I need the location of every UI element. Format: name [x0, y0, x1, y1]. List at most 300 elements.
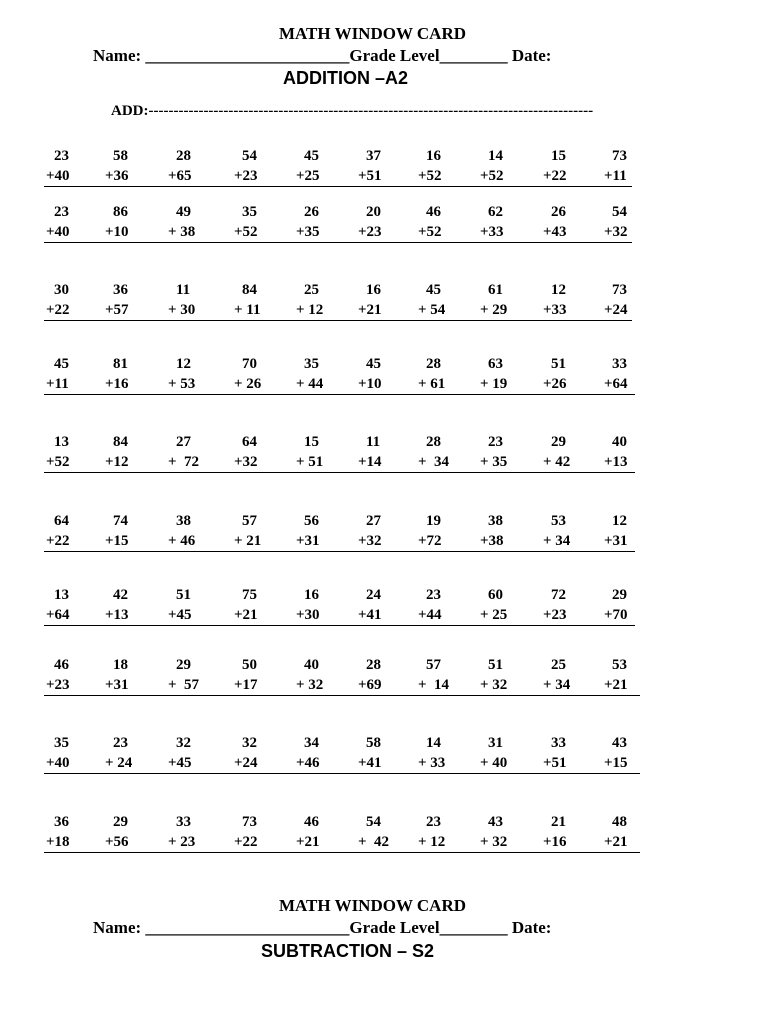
addend-top: 27	[366, 513, 381, 529]
addition-problem	[234, 432, 258, 472]
addend-bottom: +15	[105, 533, 129, 549]
addend-top: 42	[113, 587, 128, 603]
addend-bottom: +52	[418, 168, 442, 184]
addition-problem	[543, 655, 570, 695]
addition-problem	[480, 585, 507, 625]
addend-top: 12	[612, 513, 627, 529]
addend-bottom: + 14	[418, 677, 450, 693]
addend-top: 72	[551, 587, 566, 603]
addend-top: 12	[176, 356, 191, 372]
addition-problem	[418, 585, 442, 625]
addend-bottom: + 35	[480, 454, 508, 470]
addend-bottom: +52	[480, 168, 504, 184]
addend-bottom: + 46	[168, 533, 196, 549]
addend-bottom: +70	[604, 607, 628, 623]
addend-bottom: +25	[296, 168, 320, 184]
addend-top: 23	[426, 814, 441, 830]
addend-bottom: +33	[543, 302, 567, 318]
name-grade-date-line: Name: ________________________Grade Level________ Date:	[93, 46, 552, 65]
addend-bottom: + 57	[168, 677, 200, 693]
addend-bottom: +51	[358, 168, 382, 184]
addition-problem	[480, 202, 504, 242]
addend-bottom: + 21	[234, 533, 262, 549]
addend-top: 16	[366, 282, 381, 298]
addition-problem	[168, 202, 195, 242]
addend-top: 74	[113, 513, 128, 529]
addend-bottom: +10	[358, 376, 382, 392]
addition-problem	[168, 432, 199, 472]
addition-problem	[418, 812, 445, 852]
addend-bottom: +14	[358, 454, 382, 470]
addition-problem	[105, 280, 129, 320]
addend-bottom: +31	[296, 533, 320, 549]
addend-top: 20	[366, 204, 381, 220]
addition-problem	[358, 511, 382, 551]
addend-bottom: +31	[105, 677, 129, 693]
addition-problem	[46, 354, 69, 394]
addend-top: 29	[612, 587, 627, 603]
addition-problem	[604, 280, 628, 320]
addition-problem	[168, 511, 195, 551]
addend-bottom: + 51	[296, 454, 324, 470]
addend-top: 23	[488, 434, 503, 450]
addend-top: 23	[426, 587, 441, 603]
answer-line	[44, 625, 635, 626]
addend-top: 73	[242, 814, 257, 830]
addend-bottom: +65	[168, 168, 192, 184]
addend-bottom: + 34	[543, 533, 571, 549]
addition-problem	[46, 432, 70, 472]
addend-bottom: + 42	[543, 454, 571, 470]
addition-problem	[604, 146, 627, 186]
addition-problem	[543, 812, 567, 852]
addend-bottom: +13	[604, 454, 628, 470]
card-subtitle: SUBTRACTION – S2	[261, 941, 435, 961]
addend-bottom: +18	[46, 834, 70, 850]
addend-top: 13	[54, 434, 69, 450]
addition-problem	[543, 432, 570, 472]
addition-problem	[296, 585, 320, 625]
card-subtitle: ADDITION –A2	[283, 68, 409, 88]
name-grade-date-line: Name: ________________________Grade Level________ Date:	[93, 918, 552, 937]
addition-problem	[418, 432, 449, 472]
addend-bottom: +17	[234, 677, 258, 693]
addend-top: 64	[54, 513, 69, 529]
addition-problem	[46, 812, 70, 852]
addend-bottom: +32	[604, 224, 628, 240]
addend-bottom: +11	[46, 376, 69, 392]
addend-top: 50	[242, 657, 257, 673]
addend-top: 24	[366, 587, 381, 603]
addend-top: 23	[54, 148, 69, 164]
addition-problem	[480, 146, 504, 186]
addition-problem	[105, 146, 129, 186]
addend-bottom: +16	[105, 376, 129, 392]
addition-problem	[480, 733, 507, 773]
addend-bottom: + 24	[105, 755, 133, 771]
addend-top: 51	[176, 587, 191, 603]
addition-problem	[358, 202, 382, 242]
addend-bottom: + 42	[358, 834, 390, 850]
addend-top: 84	[113, 434, 128, 450]
addend-bottom: +22	[234, 834, 258, 850]
addend-bottom: + 11	[234, 302, 261, 318]
addend-bottom: + 23	[168, 834, 196, 850]
addend-bottom: +10	[105, 224, 129, 240]
addition-problem	[296, 511, 320, 551]
addend-bottom: +40	[46, 755, 70, 771]
addition-problem	[46, 202, 70, 242]
addition-problem	[418, 655, 449, 695]
addition-problem	[46, 280, 70, 320]
addend-bottom: +15	[604, 755, 628, 771]
addition-problem	[604, 585, 628, 625]
addend-top: 84	[242, 282, 257, 298]
addition-problem	[105, 354, 129, 394]
addend-bottom: +11	[604, 168, 627, 184]
addition-problem	[543, 585, 567, 625]
addend-bottom: + 32	[296, 677, 324, 693]
addition-problem	[358, 280, 382, 320]
addition-problem	[480, 354, 507, 394]
addend-top: 53	[551, 513, 566, 529]
addend-top: 35	[54, 735, 69, 751]
addend-top: 58	[113, 148, 128, 164]
addition-problem	[358, 432, 382, 472]
addition-problem	[46, 733, 70, 773]
addend-bottom: +23	[234, 168, 258, 184]
addend-top: 18	[113, 657, 128, 673]
addend-bottom: +36	[105, 168, 129, 184]
answer-line	[44, 852, 640, 853]
addend-top: 33	[551, 735, 566, 751]
addition-problem	[234, 511, 261, 551]
addend-top: 15	[551, 148, 566, 164]
addend-bottom: +64	[604, 376, 628, 392]
addend-top: 57	[426, 657, 441, 673]
addend-bottom: +64	[46, 607, 70, 623]
addend-top: 32	[176, 735, 191, 751]
addition-problem	[418, 511, 442, 551]
addend-top: 46	[54, 657, 69, 673]
addend-bottom: +44	[418, 607, 442, 623]
addition-problem	[168, 812, 195, 852]
addition-problem	[543, 733, 567, 773]
addend-top: 38	[488, 513, 503, 529]
addend-bottom: + 61	[418, 376, 446, 392]
addition-problem	[358, 655, 382, 695]
addition-problem	[168, 280, 195, 320]
addend-top: 19	[426, 513, 441, 529]
addition-problem	[234, 655, 258, 695]
addend-bottom: +41	[358, 607, 382, 623]
addition-problem	[358, 585, 382, 625]
addend-bottom: + 34	[543, 677, 571, 693]
addition-problem	[168, 733, 192, 773]
addition-problem	[46, 511, 70, 551]
addition-problem	[543, 202, 567, 242]
addend-top: 54	[242, 148, 257, 164]
addition-problem	[234, 280, 260, 320]
addend-top: 26	[304, 204, 319, 220]
addition-problem	[234, 354, 261, 394]
addition-problem	[543, 146, 567, 186]
addend-top: 21	[551, 814, 566, 830]
addend-bottom: +69	[358, 677, 382, 693]
addition-problem	[46, 585, 70, 625]
addend-bottom: +40	[46, 224, 70, 240]
addend-bottom: +41	[358, 755, 382, 771]
addend-top: 57	[242, 513, 257, 529]
addend-bottom: +57	[105, 302, 129, 318]
addend-top: 54	[366, 814, 381, 830]
addend-top: 73	[612, 148, 627, 164]
addend-top: 37	[366, 148, 381, 164]
addend-bottom: +40	[46, 168, 70, 184]
addend-bottom: +45	[168, 755, 192, 771]
addend-bottom: +23	[46, 677, 70, 693]
addition-problem	[105, 511, 129, 551]
addition-problem	[105, 655, 129, 695]
addition-problem	[358, 146, 382, 186]
addend-top: 35	[304, 356, 319, 372]
addend-top: 49	[176, 204, 191, 220]
addend-top: 28	[366, 657, 381, 673]
add-instruction-line: ADD:-----------------------------------------------------------------------------------------	[111, 103, 594, 119]
addition-problem	[418, 733, 445, 773]
addend-bottom: + 33	[418, 755, 446, 771]
addend-top: 14	[426, 735, 441, 751]
addend-top: 63	[488, 356, 503, 372]
addition-problem	[480, 812, 507, 852]
addend-top: 33	[176, 814, 191, 830]
answer-line	[44, 551, 635, 552]
addend-top: 13	[54, 587, 69, 603]
addend-bottom: + 30	[168, 302, 196, 318]
addend-top: 51	[551, 356, 566, 372]
addition-problem	[418, 354, 445, 394]
addition-problem	[296, 432, 323, 472]
addition-problem	[480, 511, 504, 551]
addition-problem	[46, 655, 70, 695]
addition-problem	[543, 354, 567, 394]
addition-problem	[234, 585, 258, 625]
addition-problem	[105, 202, 129, 242]
addend-top: 62	[488, 204, 503, 220]
addend-bottom: +23	[543, 607, 567, 623]
addend-bottom: +56	[105, 834, 129, 850]
addend-bottom: + 32	[480, 677, 508, 693]
answer-line	[44, 186, 632, 187]
addend-bottom: + 19	[480, 376, 508, 392]
addend-bottom: +33	[480, 224, 504, 240]
answer-line	[44, 472, 635, 473]
addend-top: 32	[242, 735, 257, 751]
addend-top: 70	[242, 356, 257, 372]
addition-problem	[234, 812, 258, 852]
addend-bottom: +38	[480, 533, 504, 549]
addend-top: 27	[176, 434, 191, 450]
addend-top: 43	[612, 735, 627, 751]
addend-bottom: + 32	[480, 834, 508, 850]
addend-top: 60	[488, 587, 503, 603]
addend-top: 15	[304, 434, 319, 450]
addend-top: 29	[113, 814, 128, 830]
addend-top: 26	[551, 204, 566, 220]
addend-bottom: +21	[358, 302, 382, 318]
addition-problem	[296, 354, 323, 394]
addition-problem	[358, 812, 389, 852]
addend-top: 25	[551, 657, 566, 673]
addend-bottom: + 29	[480, 302, 508, 318]
addend-bottom: +24	[604, 302, 628, 318]
addend-bottom: + 40	[480, 755, 508, 771]
addend-top: 81	[113, 356, 128, 372]
addition-problem	[604, 812, 628, 852]
addend-top: 16	[426, 148, 441, 164]
addition-problem	[296, 733, 320, 773]
addend-top: 16	[304, 587, 319, 603]
addition-problem	[296, 202, 320, 242]
addend-bottom: +22	[46, 533, 70, 549]
addition-problem	[296, 146, 320, 186]
addend-bottom: +12	[105, 454, 129, 470]
addend-bottom: +45	[168, 607, 192, 623]
addition-problem	[543, 511, 570, 551]
addend-top: 53	[612, 657, 627, 673]
addend-top: 30	[54, 282, 69, 298]
addend-bottom: +52	[418, 224, 442, 240]
addend-top: 51	[488, 657, 503, 673]
addend-bottom: +32	[234, 454, 258, 470]
addend-top: 34	[304, 735, 319, 751]
addition-problem	[604, 655, 628, 695]
addend-bottom: +13	[105, 607, 129, 623]
addition-problem	[46, 146, 70, 186]
addition-problem	[604, 511, 628, 551]
addend-bottom: + 25	[480, 607, 508, 623]
addend-bottom: +43	[543, 224, 567, 240]
addition-problem	[543, 280, 567, 320]
addition-problem	[604, 202, 628, 242]
addend-top: 12	[551, 282, 566, 298]
addend-bottom: +46	[296, 755, 320, 771]
addend-top: 86	[113, 204, 128, 220]
addend-top: 33	[612, 356, 627, 372]
addend-top: 46	[426, 204, 441, 220]
addend-top: 28	[426, 356, 441, 372]
addend-top: 38	[176, 513, 191, 529]
addend-bottom: +35	[296, 224, 320, 240]
addend-bottom: +30	[296, 607, 320, 623]
addition-problem	[168, 146, 192, 186]
addition-problem	[296, 280, 323, 320]
answer-line	[44, 773, 640, 774]
addend-top: 43	[488, 814, 503, 830]
addend-bottom: +21	[604, 834, 628, 850]
addend-top: 46	[304, 814, 319, 830]
addend-top: 28	[426, 434, 441, 450]
addend-bottom: + 54	[418, 302, 446, 318]
addend-top: 11	[366, 434, 381, 450]
addend-bottom: + 38	[168, 224, 196, 240]
addition-problem	[604, 354, 628, 394]
addend-top: 25	[304, 282, 319, 298]
answer-line	[44, 695, 640, 696]
addend-top: 61	[488, 282, 503, 298]
addend-top: 45	[426, 282, 441, 298]
addition-problem	[296, 812, 320, 852]
addition-problem	[234, 146, 258, 186]
answer-line	[44, 394, 635, 395]
addition-problem	[234, 202, 258, 242]
addend-top: 29	[176, 657, 191, 673]
addend-bottom: +16	[543, 834, 567, 850]
addend-top: 36	[54, 814, 69, 830]
addend-bottom: + 34	[418, 454, 450, 470]
addend-top: 64	[242, 434, 257, 450]
addend-top: 35	[242, 204, 257, 220]
addition-problem	[604, 432, 628, 472]
addend-top: 29	[551, 434, 566, 450]
addend-bottom: + 53	[168, 376, 196, 392]
addition-problem	[358, 354, 382, 394]
addition-problem	[604, 733, 628, 773]
addend-bottom: + 72	[168, 454, 200, 470]
addend-top: 23	[54, 204, 69, 220]
addend-bottom: + 26	[234, 376, 262, 392]
addition-problem	[105, 432, 129, 472]
addend-bottom: +21	[296, 834, 320, 850]
addend-top: 45	[304, 148, 319, 164]
addend-top: 73	[612, 282, 627, 298]
addend-bottom: +21	[234, 607, 258, 623]
addition-problem	[105, 733, 132, 773]
card-title: MATH WINDOW CARD	[279, 24, 467, 43]
addition-problem	[480, 655, 507, 695]
addition-problem	[418, 146, 442, 186]
addend-top: 48	[612, 814, 627, 830]
addend-top: 36	[113, 282, 128, 298]
addition-problem	[105, 585, 129, 625]
card-title: MATH WINDOW CARD	[279, 896, 467, 915]
addend-bottom: +23	[358, 224, 382, 240]
addend-top: 28	[176, 148, 191, 164]
addend-bottom: +72	[418, 533, 442, 549]
addend-top: 14	[488, 148, 503, 164]
answer-line	[44, 320, 632, 321]
addend-bottom: +22	[46, 302, 70, 318]
addition-problem	[296, 655, 323, 695]
addend-top: 31	[488, 735, 503, 751]
addend-top: 45	[54, 356, 69, 372]
addend-top: 75	[242, 587, 257, 603]
addend-bottom: + 12	[296, 302, 324, 318]
addend-bottom: + 44	[296, 376, 324, 392]
addend-top: 23	[113, 735, 128, 751]
addend-bottom: +26	[543, 376, 567, 392]
addend-bottom: +21	[604, 677, 628, 693]
addition-problem	[168, 354, 195, 394]
addend-bottom: +52	[234, 224, 258, 240]
addend-bottom: +24	[234, 755, 258, 771]
addition-problem	[168, 655, 199, 695]
addend-bottom: +31	[604, 533, 628, 549]
addend-top: 58	[366, 735, 381, 751]
addend-top: 11	[176, 282, 191, 298]
addition-problem	[480, 280, 507, 320]
addition-problem	[234, 733, 258, 773]
